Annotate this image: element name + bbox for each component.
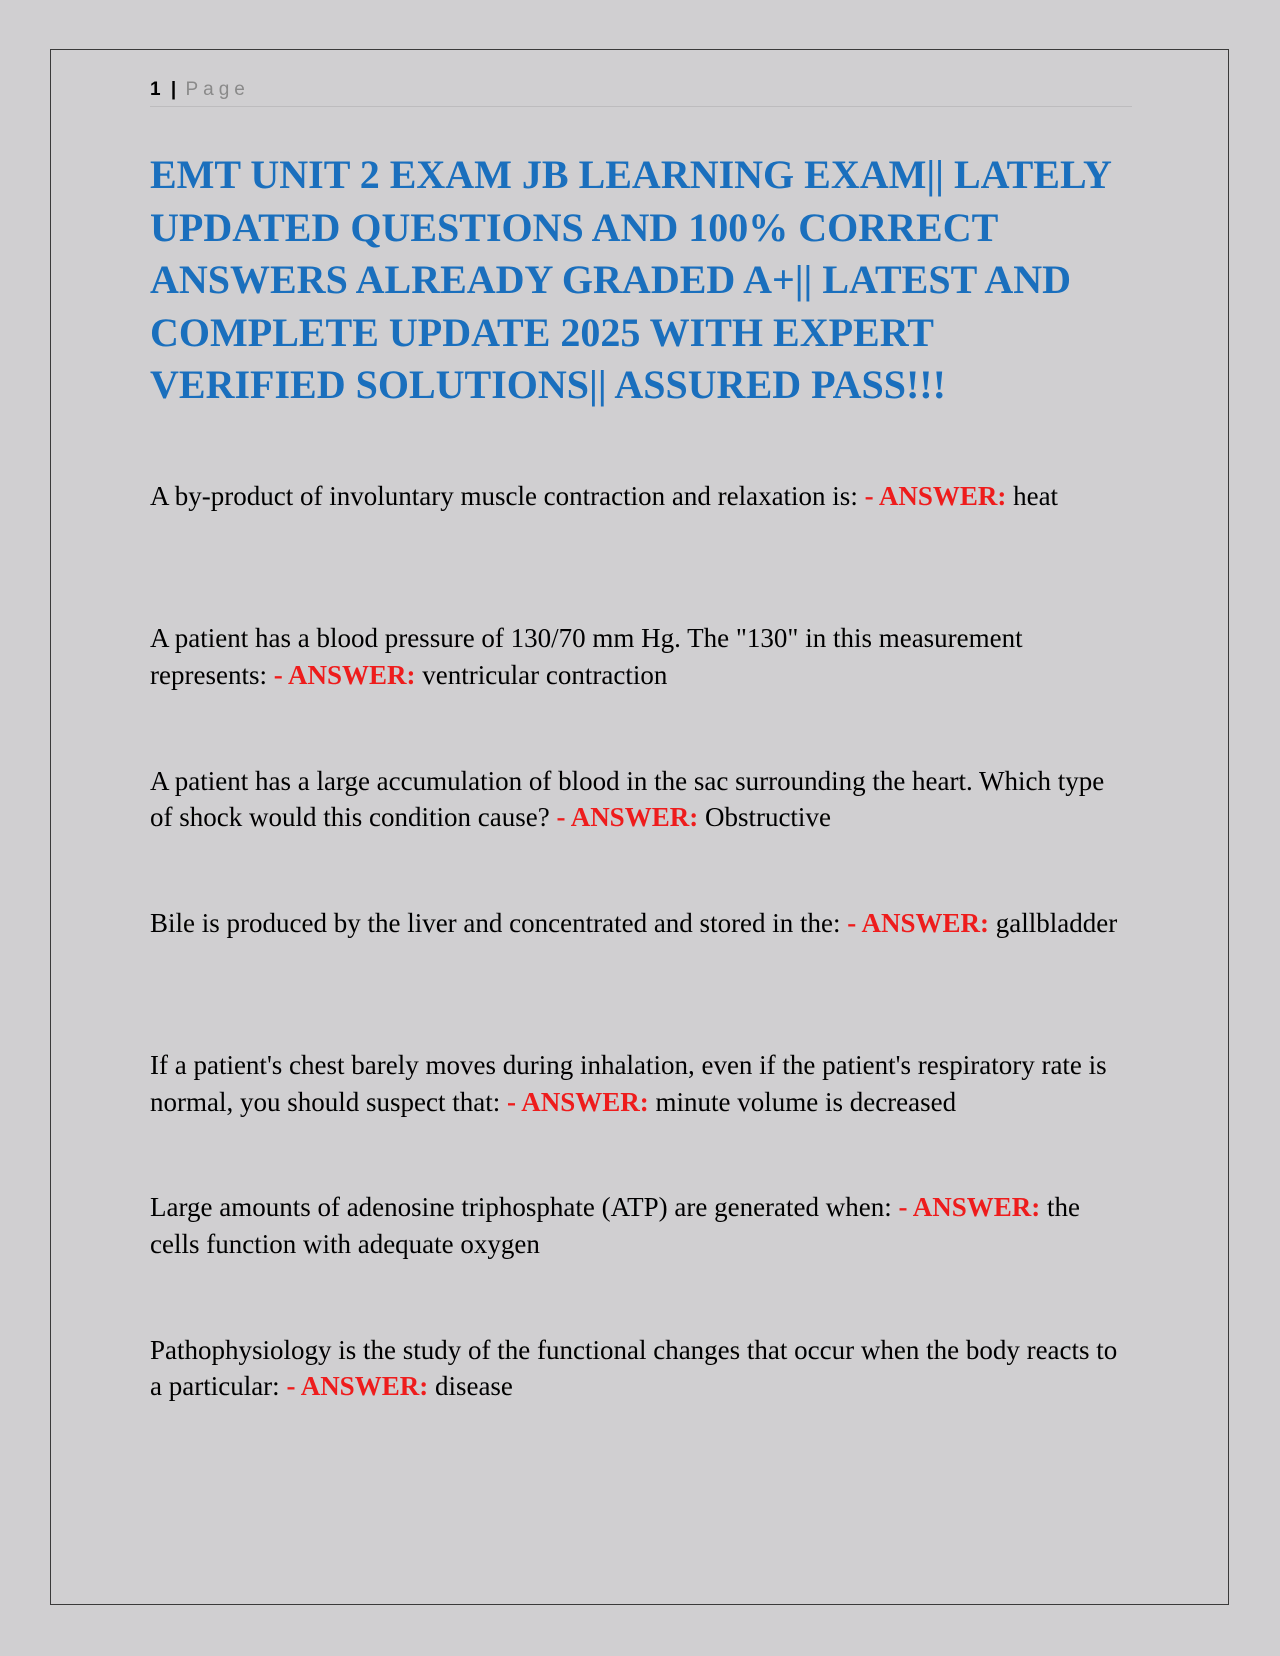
answer-marker: - ANSWER:: [864, 481, 1007, 511]
answer-marker: - ANSWER:: [556, 802, 699, 833]
answer-text: minute volume is decreased: [655, 1086, 957, 1117]
answer-marker: - ANSWER:: [273, 659, 416, 690]
page-number: 1: [150, 79, 161, 100]
answer-text: Obstructive: [704, 802, 831, 833]
document-title: EMT UNIT 2 EXAM JB LEARNING EXAM|| LATELY UPDATED QUESTIONS AND 100% CORRECT ANSWERS ALREADY GRADED A+|| LATEST AND COMPLETE UPDATE 2025 WITH EXPERT VERIFIED SOLUTIONS|| ASSURED PASS!!!: [150, 152, 1111, 407]
page-label: Page: [185, 79, 250, 100]
qa-item: [150, 478, 1130, 620]
page-header: [150, 76, 1132, 107]
question-text: Large amounts of adenosine triphosphate (ATP) are generated when:: [150, 1192, 892, 1223]
qa-item: [150, 763, 1130, 905]
answer-text: the cells function with adequate oxygen: [150, 1192, 1081, 1259]
qa-item: [150, 905, 1130, 1047]
question-text: If a patient's chest barely moves during inhalation, even if the patient's respiratory rate is normal, you should suspect that:: [150, 1050, 1107, 1117]
qa-item: [150, 620, 1130, 762]
answer-text: ventricular contraction: [422, 659, 668, 690]
answer-marker: - ANSWER:: [286, 1371, 429, 1402]
qa-list: [150, 478, 1130, 1474]
question-text: A patient has a blood pressure of 130/70 mm Hg. The "130" in this measurement represents:: [150, 623, 1023, 690]
qa-item: [150, 1047, 1130, 1189]
question-text: Bile is produced by the liver and concentrated and stored in the:: [150, 907, 841, 938]
question-text: A patient has a large accumulation of blood in the sac surrounding the heart. Which type of shock would this condition cause?: [150, 765, 1105, 833]
answer-text: gallbladder: [995, 907, 1118, 938]
answer-text: heat: [1013, 481, 1059, 511]
answer-marker: - ANSWER:: [506, 1086, 649, 1117]
answer-marker: - ANSWER:: [898, 1192, 1041, 1223]
answer-marker: - ANSWER:: [847, 907, 990, 938]
qa-item: [150, 1332, 1130, 1474]
answer-text: disease: [434, 1371, 513, 1402]
question-text: Pathophysiology is the study of the functional changes that occur when the body reacts to a particular:: [150, 1334, 1118, 1402]
qa-item: [150, 1189, 1130, 1331]
question-text: A by-product of involuntary muscle contraction and relaxation is:: [150, 481, 858, 511]
header-separator: |: [170, 79, 177, 100]
